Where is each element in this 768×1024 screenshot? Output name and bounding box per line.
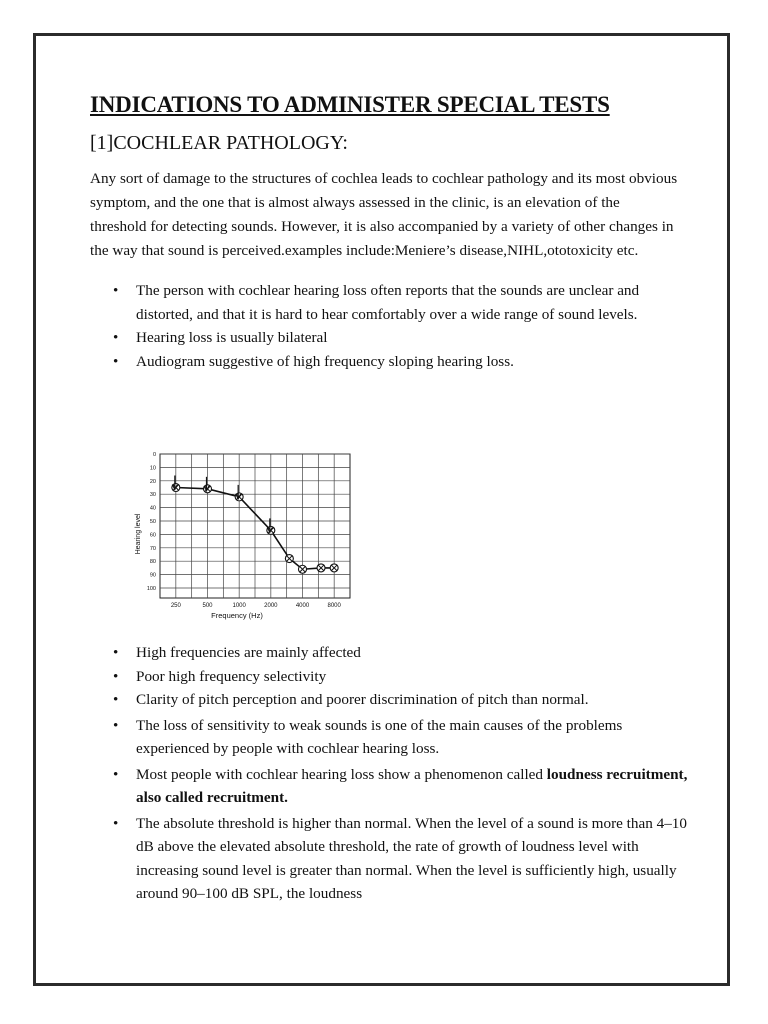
bullet-bottom-text: The absolute threshold is higher than normal. When the level of a sound is more than 4–10 dB above the elevated absolute threshold, the rate of growth of loudness level with increasing sound level is greater than normal. When the level is sufficiently high, usually around 90–100 dB SPL, the loudness [136, 814, 687, 902]
y-axis-label: Hearing level [135, 513, 142, 555]
bullet-icon: • [113, 667, 119, 685]
bullet-bottom-text: The loss of sensitivity to weak sounds is one of the main causes of the problems experienced by people with cochlear hearing loss. [136, 716, 623, 757]
bullet-bottom-text: High frequencies are mainly affected [136, 644, 361, 661]
x-axis-label: Frequency (Hz) [211, 611, 263, 620]
bullet-bottom-item [90, 665, 690, 689]
x-tick-label: 2000 [264, 603, 278, 609]
bullet-list-bottom [90, 641, 690, 906]
bullet-bottom-item [90, 688, 690, 712]
bullet-icon: • [113, 644, 119, 661]
audiogram-chart [130, 447, 362, 637]
bullet-top-text: The person with cochlear hearing loss often reports that the sounds are unclear and distorted, and that it is hard to hear comfortably over a wide range of sound levels. [136, 282, 640, 323]
y-tick-label: 40 [149, 505, 156, 512]
bullet-bottom-item [90, 641, 690, 665]
bullet-icon: • [113, 765, 119, 783]
bullet-bottom-item [90, 714, 690, 761]
audiogram-svg [130, 447, 362, 637]
intro-paragraph: Any sort of damage to the structures of cochlea leads to cochlear pathology and its most obvious symptom, and the one that is almost always assessed in the clinic, is an elevation of the threshold for detecting sounds. However, it is also accompanied by a variety of other changes in the way that sound is perceived.examples include:Meniere’s disease,NIHL,ototoxicity etc. [90, 170, 678, 259]
x-tick-label: 500 [202, 603, 213, 609]
y-tick-label: 0 [152, 452, 156, 458]
y-tick-label: 20 [149, 478, 156, 485]
bullet-top-item [90, 279, 680, 326]
x-tick-label: 1000 [232, 603, 246, 609]
document-content [90, 92, 680, 373]
bullet-bottom-item [90, 812, 690, 906]
bullet-icon: • [113, 352, 119, 370]
bullet-top-item [90, 350, 680, 374]
document-title: INDICATIONS TO ADMINISTER SPECIAL TESTS [90, 92, 610, 117]
bullet-list-top [90, 279, 680, 373]
y-tick-label: 90 [149, 572, 156, 579]
bullet-list-bottom-wrap [90, 641, 690, 906]
bullet-icon: • [113, 716, 119, 734]
bullet-bottom-item [90, 763, 690, 810]
y-tick-label: 70 [149, 545, 156, 552]
y-tick-label: 10 [149, 465, 156, 472]
bullet-icon: • [113, 282, 119, 299]
y-tick-label: 100 [146, 586, 156, 592]
x-tick-label: 250 [170, 603, 181, 609]
bullet-icon: • [113, 691, 119, 708]
bullet-top-item [90, 326, 680, 350]
bullet-top-text: Hearing loss is usually bilateral [136, 329, 328, 346]
x-tick-label: 4000 [295, 603, 310, 609]
bullet-icon: • [113, 329, 119, 346]
y-tick-label: 50 [149, 519, 156, 525]
y-tick-label: 30 [149, 492, 156, 499]
section-heading: [1]COCHLEAR PATHOLOGY: [90, 132, 348, 154]
x-tick-label: 8000 [327, 603, 341, 609]
bullet-bottom-text: Poor high frequency selectivity [136, 667, 327, 685]
bullet-icon: • [113, 814, 119, 832]
bullet-bottom-text: Most people with cochlear hearing loss show a phenomenon called [136, 765, 547, 783]
bullet-bottom-text: Clarity of pitch perception and poorer discrimination of pitch than normal. [136, 691, 589, 708]
y-tick-label: 60 [149, 532, 156, 539]
bullet-bottom-bold-text: loudness recruitment, also called recruitment. [136, 765, 688, 806]
bullet-top-text: Audiogram suggestive of high frequency sloping hearing loss. [136, 352, 514, 370]
y-tick-label: 80 [149, 559, 156, 566]
